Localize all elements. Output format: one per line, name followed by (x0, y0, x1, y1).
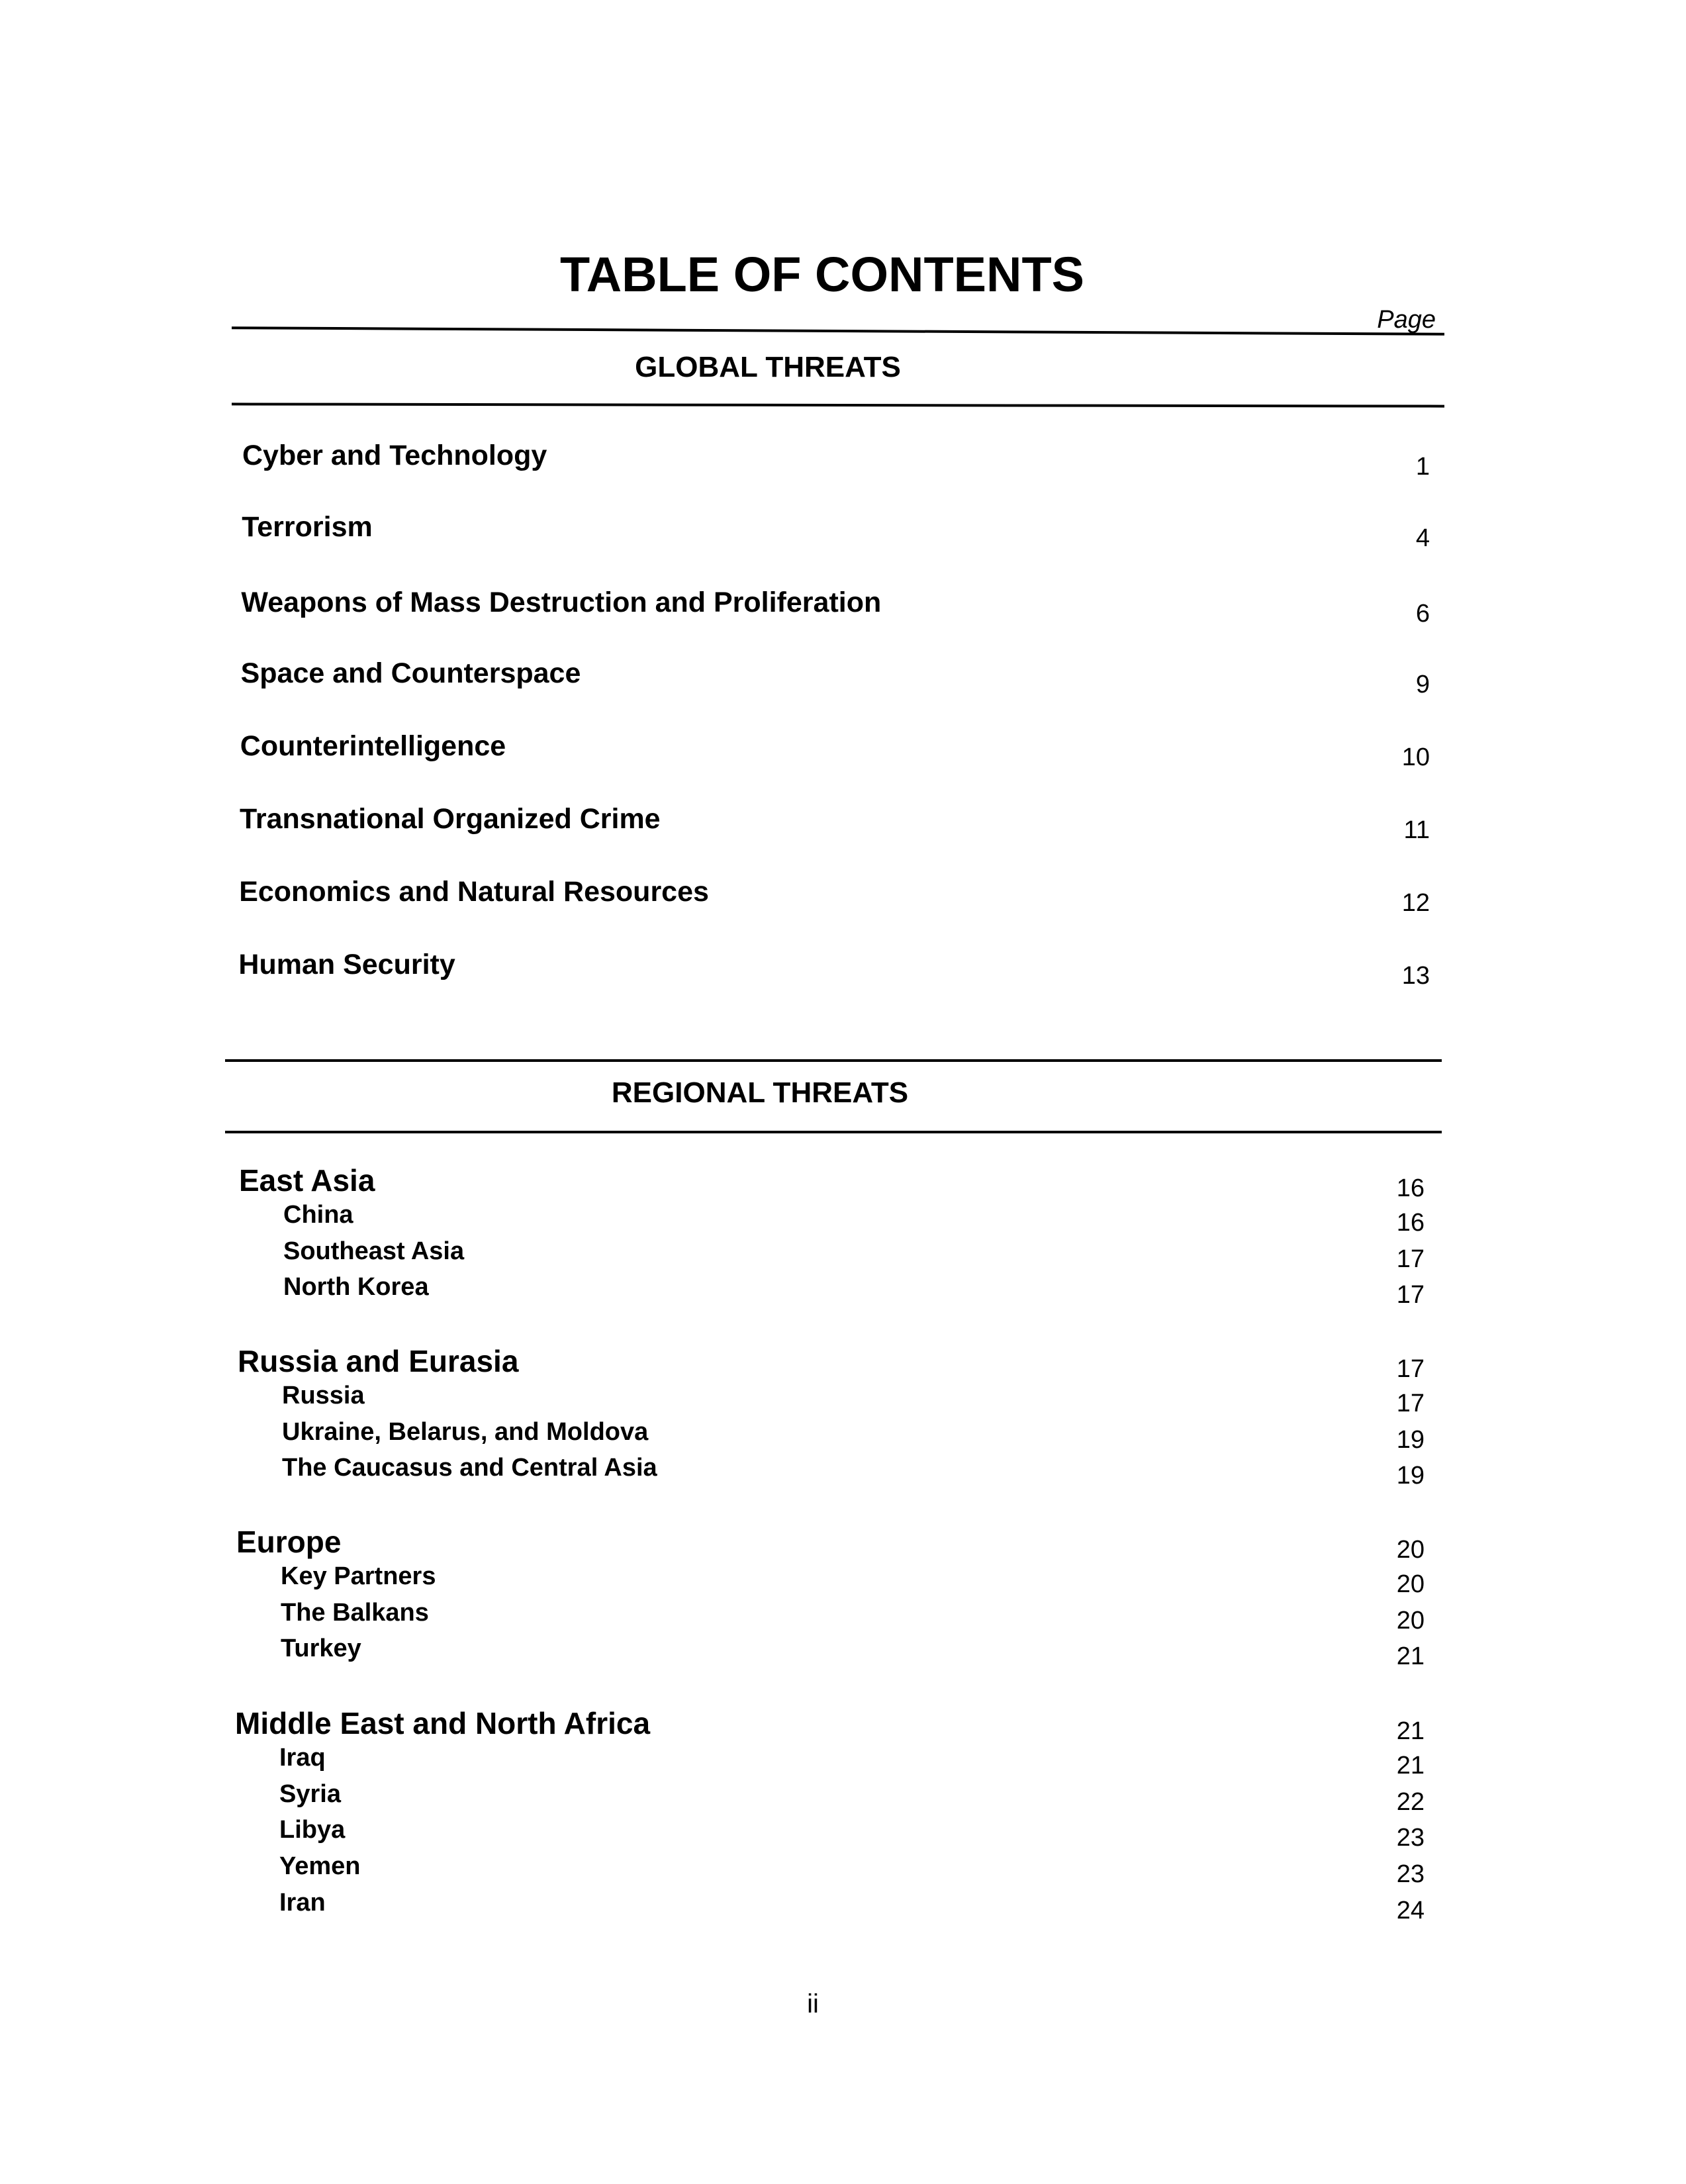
toc-page-number[interactable]: 17 (1396, 1281, 1425, 1309)
toc-page-number[interactable]: 12 (1401, 889, 1430, 917)
toc-page-number[interactable]: 19 (1396, 1425, 1425, 1454)
toc-subentry[interactable]: Turkey (281, 1635, 361, 1663)
page-number: ii (807, 1989, 819, 2018)
toc-region[interactable]: East Asia (239, 1163, 375, 1198)
toc-page-number[interactable]: 22 (1396, 1787, 1425, 1816)
toc-page-number[interactable]: 21 (1396, 1717, 1425, 1745)
toc-region[interactable]: Europe (236, 1525, 342, 1559)
toc-subentry[interactable]: Ukraine, Belarus, and Moldova (282, 1417, 649, 1446)
section-heading-regional: REGIONAL THREATS (611, 1076, 909, 1109)
toc-page-number[interactable]: 13 (1401, 962, 1430, 990)
toc-subentry[interactable]: Syria (279, 1780, 341, 1808)
toc-page-number[interactable]: 24 (1396, 1896, 1425, 1924)
toc-subentry[interactable]: Southeast Asia (283, 1237, 465, 1265)
toc-page-number[interactable]: 23 (1396, 1860, 1425, 1889)
toc-page-number[interactable]: 16 (1396, 1174, 1425, 1202)
toc-region[interactable]: Russia and Eurasia (238, 1344, 519, 1378)
toc-entry[interactable]: Human Security (238, 949, 455, 980)
toc-page-number[interactable]: 17 (1396, 1245, 1425, 1273)
toc-subentry[interactable]: Yemen (279, 1852, 361, 1881)
toc-page-number[interactable]: 6 (1415, 600, 1430, 628)
divider (232, 326, 1444, 336)
divider (225, 1059, 1442, 1062)
toc-subentry[interactable]: China (283, 1201, 353, 1229)
toc-entry[interactable]: Counterintelligence (240, 730, 506, 762)
toc-page-number[interactable]: 16 (1396, 1209, 1425, 1237)
toc-entry[interactable]: Transnational Organized Crime (240, 803, 661, 835)
toc-region[interactable]: Middle East and North Africa (235, 1706, 651, 1740)
page-column-label: Page (1377, 306, 1436, 334)
toc-entry[interactable]: Terrorism (242, 511, 373, 543)
toc-subentry[interactable]: North Korea (283, 1273, 429, 1302)
toc-subentry[interactable]: The Balkans (281, 1598, 429, 1627)
toc-page-number[interactable]: 20 (1396, 1606, 1425, 1635)
toc-page-number[interactable]: 17 (1396, 1355, 1425, 1383)
toc-page-number[interactable]: 4 (1415, 524, 1430, 552)
toc-page-number[interactable]: 11 (1403, 816, 1430, 844)
divider (225, 1131, 1442, 1133)
toc-entry[interactable]: Economics and Natural Resources (239, 876, 709, 908)
toc-entry[interactable]: Space and Counterspace (240, 657, 581, 689)
toc-page-number[interactable]: 17 (1396, 1390, 1425, 1417)
toc-page-number[interactable]: 20 (1396, 1536, 1425, 1564)
toc-entry[interactable]: Cyber and Technology (242, 440, 547, 471)
toc-subentry[interactable]: The Caucasus and Central Asia (282, 1454, 657, 1482)
toc-subentry[interactable]: Iran (279, 1888, 326, 1917)
toc-subentry[interactable]: Russia (282, 1382, 365, 1409)
toc-subentry[interactable]: Key Partners (281, 1562, 436, 1590)
toc-page-number[interactable]: 19 (1396, 1462, 1425, 1490)
page-title: TABLE OF CONTENTS (559, 247, 1085, 302)
toc-page-number[interactable]: 21 (1396, 1642, 1425, 1671)
toc-entry[interactable]: Weapons of Mass Destruction and Proliferation (241, 587, 882, 618)
toc-page-number[interactable]: 1 (1415, 453, 1430, 481)
toc-subentry[interactable]: Libya (279, 1816, 346, 1844)
divider (232, 403, 1444, 407)
toc-page-number[interactable]: 10 (1401, 743, 1430, 771)
toc-page-number[interactable]: 21 (1396, 1752, 1425, 1780)
toc-page-number[interactable]: 20 (1396, 1570, 1425, 1598)
toc-page-number[interactable]: 9 (1415, 671, 1430, 698)
section-heading-global: GLOBAL THREATS (635, 351, 901, 383)
toc-subentry[interactable]: Iraq (279, 1744, 326, 1772)
toc-page-number[interactable]: 23 (1396, 1824, 1425, 1852)
